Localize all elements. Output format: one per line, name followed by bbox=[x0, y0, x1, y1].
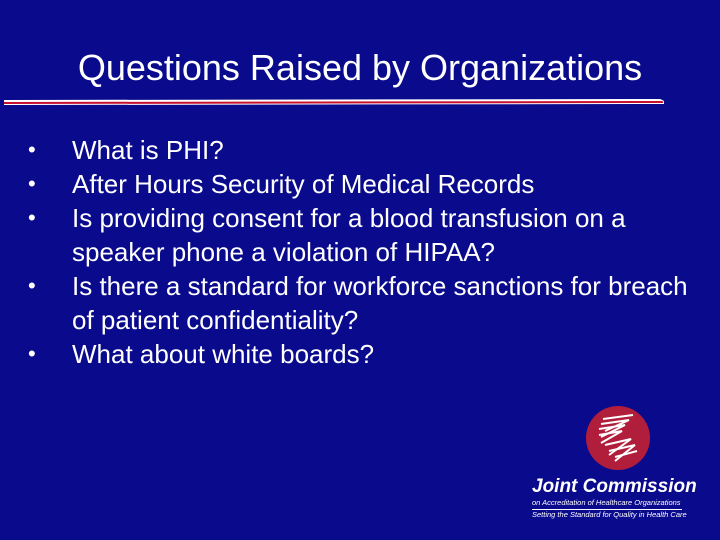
bullet-text: Is providing consent for a blood transfusion on a speaker phone a violation of HIPAA? bbox=[72, 203, 626, 267]
bullet-item bbox=[28, 269, 688, 337]
bullet-marker: • bbox=[28, 205, 36, 230]
logo-tagline: Setting the Standard for Quality in Health Care bbox=[532, 510, 687, 519]
bullet-text: Is there a standard for workforce sanctions for breach of patient confidentiality? bbox=[72, 271, 688, 335]
logo-subtitle: on Accreditation of Healthcare Organizations bbox=[532, 498, 681, 507]
logo-name: Joint Commission bbox=[532, 476, 697, 497]
organization-logo bbox=[532, 476, 712, 520]
slide-title: Questions Raised by Organizations bbox=[77, 47, 643, 88]
bullet-item bbox=[28, 167, 688, 201]
bullet-item bbox=[28, 133, 688, 167]
logo-divider bbox=[532, 509, 682, 510]
bullet-text: After Hours Security of Medical Records bbox=[72, 169, 535, 199]
bullet-list bbox=[28, 133, 688, 371]
bullet-text: What about white boards? bbox=[72, 339, 375, 369]
bullet-text: What is PHI? bbox=[72, 135, 224, 165]
bullet-marker: • bbox=[28, 341, 36, 366]
title-divider bbox=[4, 97, 664, 106]
bullet-item bbox=[28, 337, 688, 371]
bullet-marker: • bbox=[28, 171, 36, 196]
bullet-item bbox=[28, 201, 688, 269]
bullet-marker: • bbox=[28, 137, 36, 162]
joint-commission-logo-icon bbox=[585, 405, 651, 471]
bullet-marker: • bbox=[28, 273, 36, 298]
